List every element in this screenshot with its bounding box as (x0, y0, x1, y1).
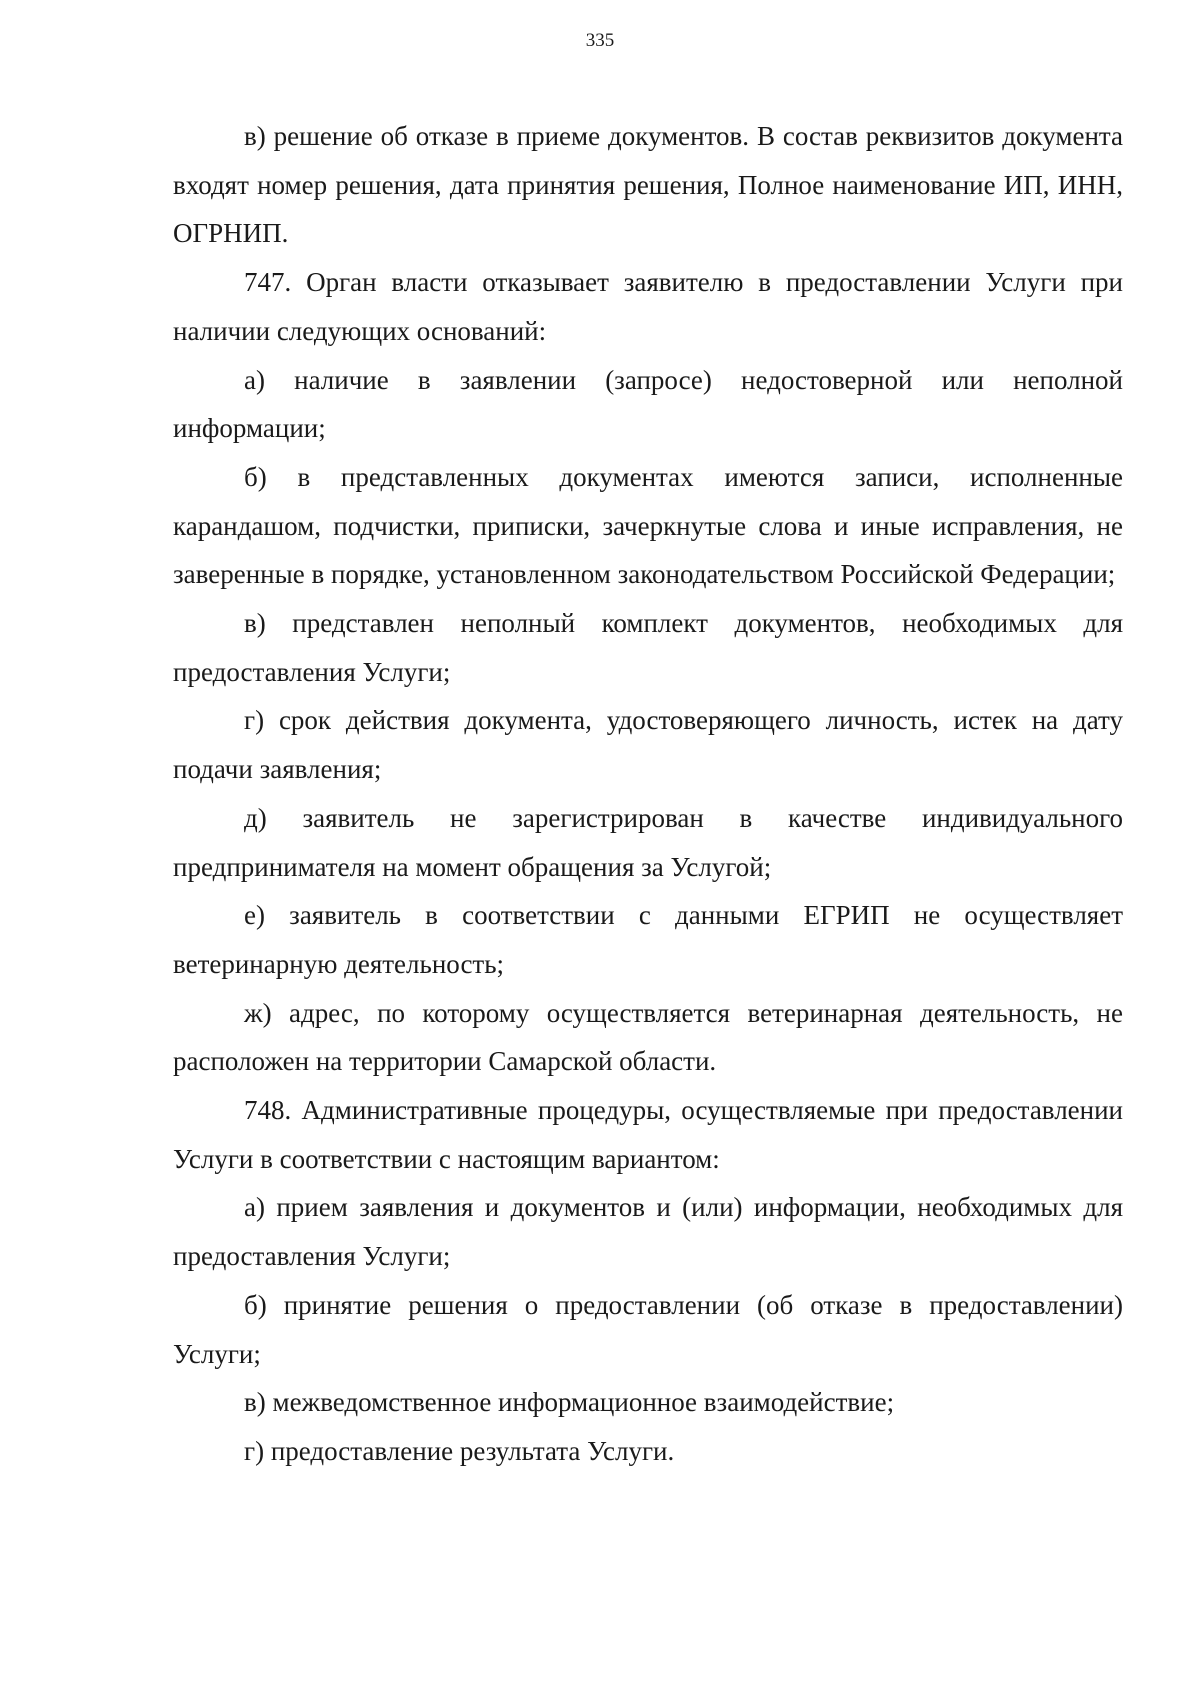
list-item-a-unreliable-info: а) наличие в заявлении (запросе) недостоверной или неполной информации; (173, 364, 1123, 444)
procedure-item-b-decision: б) принятие решения о предоставлении (об отказе в предоставлении) Услуги; (173, 1289, 1123, 1369)
paragraph-747-intro: 747. Орган власти отказывает заявителю в предоставлении Услуги при наличии следующих оснований: (173, 267, 1123, 346)
procedure-item-g-result: г) предоставление результата Услуги. (244, 1435, 675, 1466)
list-item-d-not-registered: д) заявитель не зарегистрирован в качестве индивидуального предпринимателя на момент обращения за Услугой; (173, 802, 1123, 882)
list-item-v-incomplete-set: в) представлен неполный комплект документов, необходимых для предоставления Услуги; (173, 608, 1123, 687)
procedure-item-a-reception: а) прием заявления и документов и (или) информации, необходимых для предоставления Услуги; (173, 1192, 1123, 1272)
document-body (173, 112, 1123, 1476)
list-item-g-expired-id: г) срок действия документа, удостоверяющего личность, истек на дату подачи заявления; (173, 705, 1123, 785)
list-item-b-corrections: б) в представленных документах имеются записи, исполненные карандашом, подчистки, приписки, зачеркнутые слова и иные исправления, не заверенные в порядке, установленном законодательством Российской Федерации; (173, 461, 1123, 590)
procedure-item-v-interagency: в) межведомственное информационное взаимодействие; (244, 1387, 895, 1418)
list-item-zh-address-outside: ж) адрес, по которому осуществляется ветеринарная деятельность, не расположен на территории Самарской области. (173, 997, 1123, 1077)
paragraph-decision-refusal-documents: в) решение об отказе в приеме документов. В состав реквизитов документа входят номер решения, дата принятия решения, Полное наименование ИП, ИНН, ОГРНИП. (173, 121, 1123, 249)
paragraph-748-intro: 748. Административные процедуры, осуществляемые при предоставлении Услуги в соответствии с настоящим вариантом: (173, 1095, 1123, 1174)
page-number: 335 (585, 30, 615, 51)
list-item-e-no-vet-activity: е) заявитель в соответствии с данными ЕГРИП не осуществляет ветеринарную деятельность; (173, 900, 1123, 979)
